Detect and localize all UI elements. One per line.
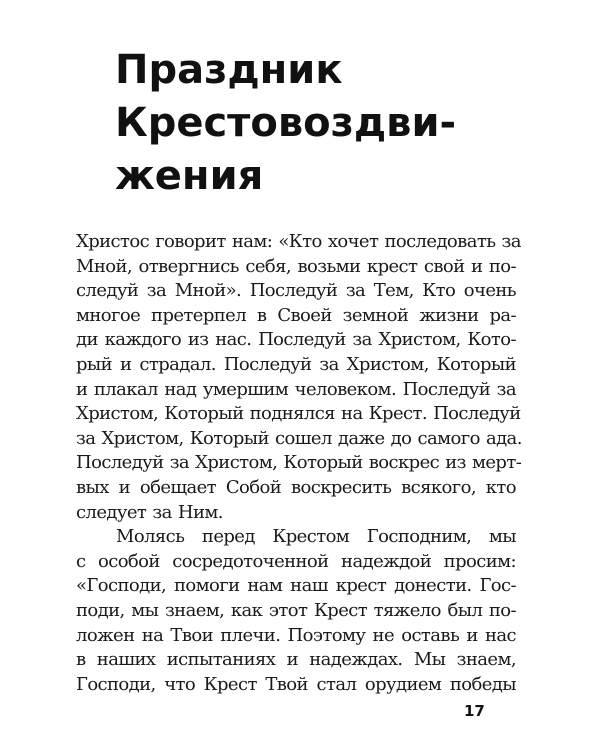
text-line: следуй за Мной». Последуй за Тем, Кто очень: [76, 280, 516, 302]
chapter-title: [115, 44, 456, 203]
chapter-title-line: Крестовоздви-: [115, 100, 457, 146]
text-line: многое претерпел в Своей земной жизни ра-: [76, 304, 516, 326]
page-number: 17: [464, 702, 485, 720]
text-line: за Христом, Который сошел даже до самого ада.: [76, 427, 522, 449]
chapter-title-line: Праздник: [115, 47, 343, 93]
text-line: ди каждого из нас. Последуй за Христом, Кото-: [76, 329, 516, 351]
text-line: Господи, что Крест Твой стал орудием победы: [76, 673, 516, 695]
text-line: в наших испытаниях и надеждах. Мы знаем,: [76, 649, 516, 671]
text-line: и плакал над умершим человеком. Последуй за: [76, 378, 516, 400]
text-line: Молясь перед Крестом Господним, мы: [116, 526, 516, 548]
text-line: Мной, отвергнись себя, возьми крест свой и по-: [76, 255, 516, 277]
paragraph-2: [76, 525, 516, 697]
text-line: ложен на Твои плечи. Поэтому не оставь и нас: [76, 624, 516, 646]
text-line: Христос говорит нам: «Кто хочет последовать за: [76, 231, 521, 252]
text-line: вых и обещает Собой воскресить всякого, кто: [76, 476, 516, 498]
text-line: Христом, Который поднялся на Крест. Последуй: [76, 403, 521, 425]
text-line: Последуй за Христом, Который воскрес из мерт-: [76, 452, 522, 474]
text-line: «Господи, помоги нам наш крест донести. Гос-: [76, 575, 516, 597]
paragraph-1: [76, 230, 522, 525]
text-line: рый и страдал. Последуй за Христом, Который: [76, 353, 516, 375]
text-line: следует за Ним.: [76, 501, 223, 523]
chapter-title-line: жения: [115, 153, 264, 199]
text-line: поди, мы знаем, как этот Крест тяжело был по-: [76, 599, 516, 621]
body-text: [76, 230, 522, 697]
text-line: с особой сосредоточенной надеждой просим:: [76, 550, 516, 572]
